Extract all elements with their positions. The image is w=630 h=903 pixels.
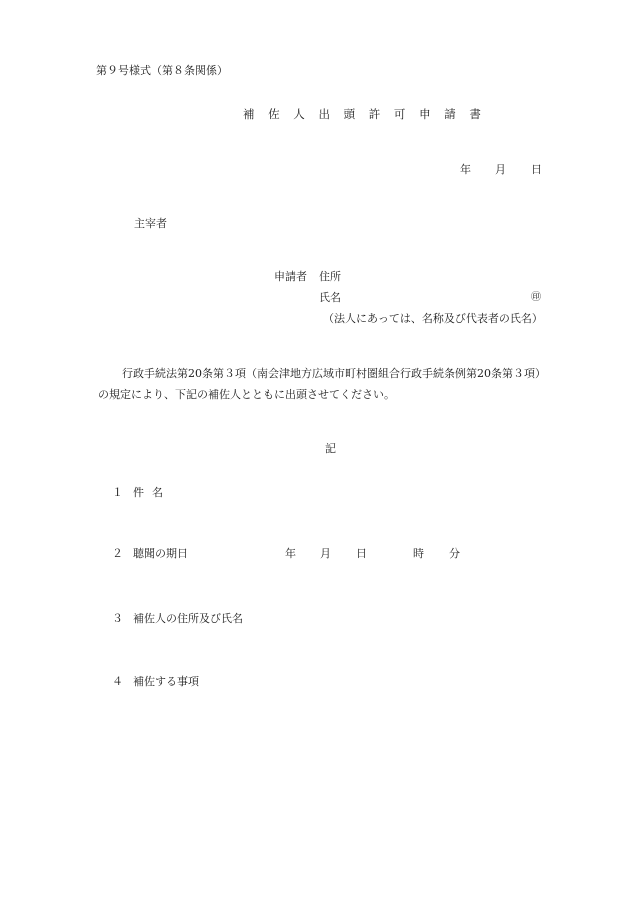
date-day-label: 日 bbox=[531, 163, 542, 176]
item-number: ２ bbox=[112, 547, 123, 560]
date-month-label: 月 bbox=[495, 163, 506, 176]
hearing-hour-label: 時 bbox=[413, 547, 424, 560]
hearing-month-label: 月 bbox=[320, 547, 331, 560]
date-year-label: 年 bbox=[460, 163, 471, 176]
item-number: ３ bbox=[112, 612, 123, 625]
seal-icon: ㊞ bbox=[531, 292, 541, 303]
addressee: 主宰者 bbox=[134, 217, 167, 230]
item-assisted-matters-label: 補佐する事項 bbox=[133, 675, 199, 688]
item-hearing-date-label: 聴聞の期日 bbox=[133, 547, 188, 560]
item-subject-label: 件名 bbox=[133, 486, 171, 499]
corporate-note: （法人にあっては、名称及び代表者の氏名） bbox=[323, 312, 543, 325]
hearing-minute-label: 分 bbox=[449, 547, 460, 560]
hearing-year-label: 年 bbox=[285, 547, 296, 560]
document-title: 補 佐 人 出 頭 許 可 申 請 書 bbox=[243, 107, 486, 121]
address-label: 住所 bbox=[319, 270, 341, 283]
hearing-day-label: 日 bbox=[356, 547, 367, 560]
ki-heading: 記 bbox=[325, 442, 336, 455]
name-label: 氏名 bbox=[319, 291, 341, 304]
body-text-line-2: の規定により、下記の補佐人とともに出頭させてください。 bbox=[98, 388, 395, 401]
item-assistant-address-name-label: 補佐人の住所及び氏名 bbox=[133, 612, 243, 625]
applicant-label: 申請者 bbox=[274, 270, 307, 283]
body-text-line-1: 行政手続法第20条第３項（南会津地方広域市町村圏組合行政手続条例第20条第３項） bbox=[122, 367, 546, 380]
form-number: 第９号様式（第８条関係） bbox=[96, 64, 228, 77]
item-number: ４ bbox=[112, 675, 123, 688]
item-number: １ bbox=[112, 486, 123, 499]
